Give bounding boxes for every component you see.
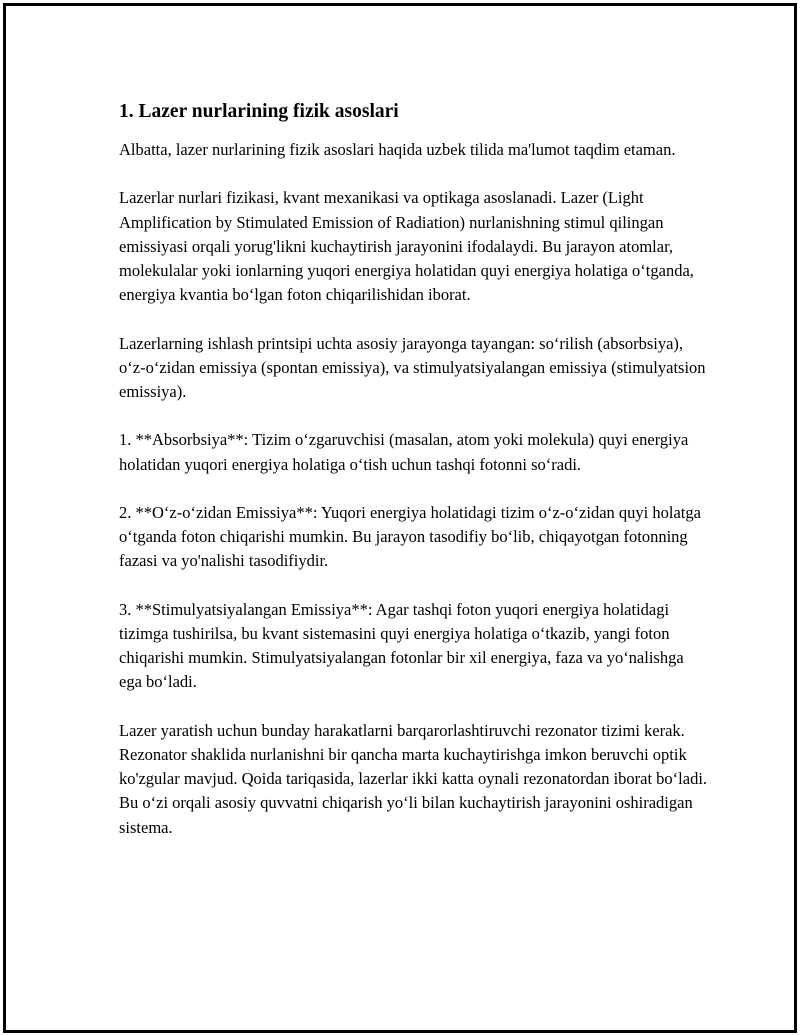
document-body xyxy=(119,98,709,864)
paragraph-stimulated-emission: 3. **Stimulyatsiyalangan Emissiya**: Agar tashqi foton yuqori energiya holatidagi tizimga tushirilsa, bu kvant sistemasini quyi energiya holatiga o‘tkazib, yangi foton chiqarishi mumkin. Stimulyatsiyalangan fotonlar bir xil energiya, faza va yo‘nalishga ega bo‘ladi. xyxy=(119,599,684,692)
paragraph-laser-physics: Lazerlar nurlari fizikasi, kvant mexanikasi va optikaga asoslanadi. Lazer (Light Amplification by Stimulated Emission of Radiation) nurlanishning stimul qilingan emissiyasi orqali yorug'likni kuchaytirish jarayonini ifodalaydi. Bu jarayon atomlar, molekulalar yoki ionlarning yuqori energiya holatidan quyi energiya holatiga o‘tganda, energiya kvantia bo‘lgan foton chiqarilishidan iborat. xyxy=(119,188,694,305)
document-title: 1. Lazer nurlarining fizik asoslari xyxy=(119,101,399,122)
paragraph-resonator: Lazer yaratish uchun bunday harakatlarni barqarorlashtiruvchi rezonator tizimi kerak. Rezonator shaklida nurlanishni bir qancha marta kuchaytirishga imkon beruvchi optik ko'zgular mavjud. Qoida tariqasida, lazerlar ikki katta oynali rezonatordan iborat bo‘ladi. Bu o‘zi orqali asosiy quvvatni chiqarish yo‘li bilan kuchaytirish jarayonini oshiradigan sistema. xyxy=(119,720,708,837)
page-frame xyxy=(3,3,797,1033)
paragraph-absorption: 1. **Absorbsiya**: Tizim o‘zgaruvchisi (masalan, atom yoki molekula) quyi energiya holatidan yuqori energiya holatiga o‘tish uchun tashqi fotonni so‘radi. xyxy=(119,430,689,474)
paragraph-spontaneous-emission: 2. **O‘z-o‘zidan Emissiya**: Yuqori energiya holatidagi tizim o‘z-o‘zidan quyi holatga o‘tganda foton chiqarishi mumkin. Bu jarayon tasodifiy bo‘lib, chiqayotgan fotonning fazasi va yo'nalishi tasodifiydir. xyxy=(119,502,701,571)
paragraph-intro: Albatta, lazer nurlarining fizik asoslari haqida uzbek tilida ma'lumot taqdim etaman. xyxy=(119,140,676,159)
paragraph-principles: Lazerlarning ishlash printsipi uchta asosiy jarayonga tayangan: so‘rilish (absorbsiya), o‘z-o‘zidan emissiya (spontan emissiya), va stimulyatsiyalangan emissiya (stimulyatsion emissiya). xyxy=(119,333,706,401)
